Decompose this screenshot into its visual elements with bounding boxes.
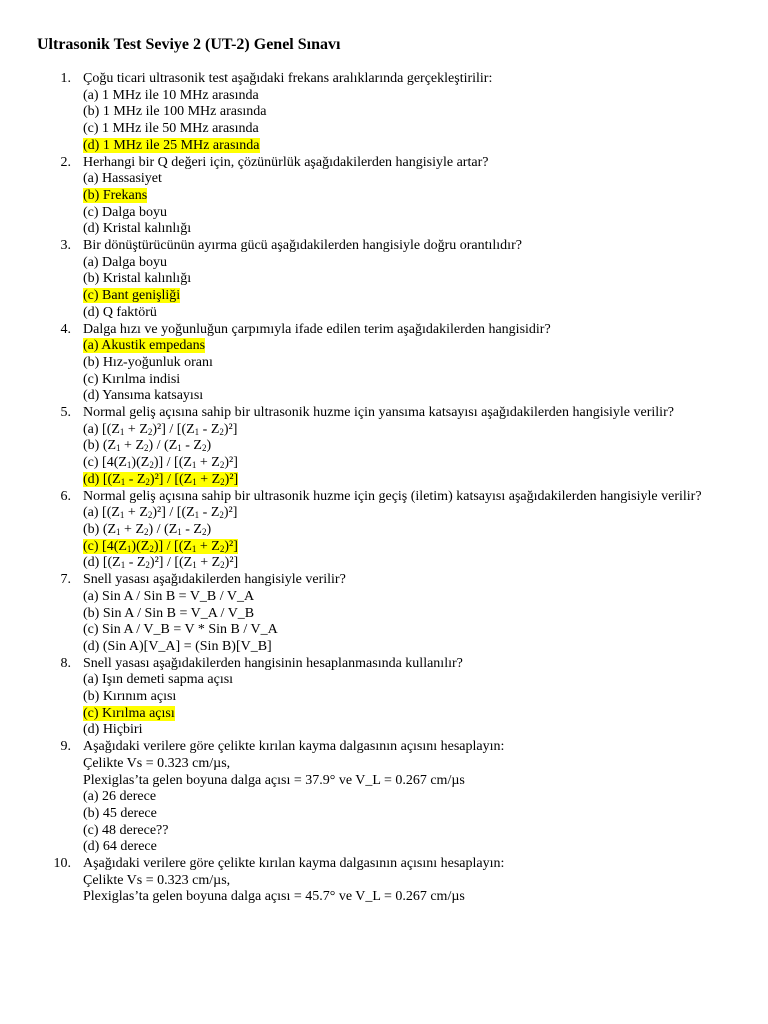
answer-option-label: (c) $[4(Z_1)(Z_2)] / [(Z_1 + Z_2)^2]$ bbox=[83, 455, 238, 471]
answer-option bbox=[83, 288, 753, 305]
answer-option bbox=[83, 104, 753, 121]
answer-option bbox=[83, 839, 753, 856]
answer-option bbox=[83, 338, 753, 355]
question-number: 9. bbox=[60, 739, 71, 755]
subscript: 2 bbox=[219, 510, 224, 521]
question-block bbox=[0, 489, 768, 573]
answer-option bbox=[83, 355, 753, 372]
answer-option bbox=[83, 305, 753, 322]
answer-option-label: (b) Kırınım açısı bbox=[83, 689, 177, 705]
answer-option-label: (d) Hiçbiri bbox=[83, 722, 143, 738]
subscript: 2 bbox=[147, 426, 153, 437]
question-text: Normal geliş açısına sahip bir ultrasonik huzme için yansıma katsayısı aşağıdakilerden hangisiyle verilir? bbox=[83, 405, 674, 421]
subscript: 1 bbox=[119, 426, 125, 437]
question-detail: Plexiglas’ta gelen boyuna dalga açısı = 45.7° ve V_L = 0.267 cm/µs bbox=[83, 889, 465, 905]
answer-option-label: (a) 26 derece bbox=[83, 789, 157, 805]
answer-option bbox=[83, 589, 753, 606]
answer-option-label: (c) 48 derece?? bbox=[83, 822, 169, 838]
answer-option-label: (a) Dalga boyu bbox=[83, 254, 167, 270]
subscript: 1 bbox=[191, 460, 197, 471]
question-number: 2. bbox=[60, 154, 71, 170]
subscript: 2 bbox=[220, 560, 225, 571]
question-text: Çoğu ticari ultrasonik test aşağıdaki frekans aralıklarında gerçekleştirilir: bbox=[83, 71, 493, 86]
question-number: 6. bbox=[60, 488, 71, 504]
question-list bbox=[0, 71, 768, 906]
answer-option-label: (c) Dalga boyu bbox=[83, 204, 167, 220]
question-number: 8. bbox=[60, 655, 71, 671]
answer-option bbox=[83, 138, 753, 155]
question-number: 4. bbox=[60, 321, 71, 337]
answer-option-label: (c) Kırılma indisi bbox=[83, 371, 181, 387]
answer-option-label: (b) Hız-yoğunluk oranı bbox=[83, 354, 213, 370]
subscript: 1 bbox=[177, 443, 182, 454]
answer-option bbox=[83, 789, 753, 806]
answer-option bbox=[83, 188, 753, 205]
subscript: 2 bbox=[147, 510, 153, 521]
subscript: 1 bbox=[194, 510, 200, 521]
answer-option-label-highlighted: (a) Akustik empedans bbox=[83, 338, 206, 354]
subscript: 1 bbox=[119, 510, 125, 521]
question-block bbox=[0, 155, 768, 239]
subscript: 2 bbox=[201, 526, 207, 537]
answer-option-label-highlighted: (c) Kırılma açısı bbox=[83, 705, 175, 721]
question-number: 3. bbox=[60, 238, 71, 254]
answer-option bbox=[83, 388, 753, 405]
answer-option-label-highlighted: (d) 1 MHz ile 25 MHz arasında bbox=[83, 137, 260, 153]
answer-option-label-highlighted: (c) Bant genişliği bbox=[83, 288, 181, 304]
subscript: 2 bbox=[149, 543, 154, 554]
answer-option bbox=[83, 271, 753, 288]
question-text: Snell yasası aşağıdakilerden hangisinin hesaplanmasında kullanılır? bbox=[83, 655, 463, 671]
question-text: Snell yasası aşağıdakilerden hangisiyle verilir? bbox=[83, 572, 346, 588]
subscript: 2 bbox=[219, 426, 224, 437]
subscript: 1 bbox=[192, 560, 197, 571]
answer-option-label: (d) Q faktörü bbox=[83, 304, 157, 320]
answer-option-label: (a) Sin A / Sin B = V_B / V_A bbox=[83, 588, 255, 604]
question-text: Normal geliş açısına sahip bir ultrasonik huzme için geçiş (iletim) katsayısı aşağıdakilerden hangisiyle verilir? bbox=[83, 488, 702, 504]
question-detail: Çelikte Vs = 0.323 cm/µs, bbox=[83, 872, 231, 888]
subscript: 1 bbox=[177, 526, 182, 537]
question-detail: Plexiglas’ta gelen boyuna dalga açısı = 37.9° ve V_L = 0.267 cm/µs bbox=[83, 772, 465, 788]
subscript: 1 bbox=[116, 526, 121, 537]
subscript: 1 bbox=[120, 560, 126, 571]
subscript: 1 bbox=[116, 443, 121, 454]
subscript: 1 bbox=[126, 460, 132, 471]
page-title: Ultrasonik Test Seviye 2 (UT-2) Genel Sınavı bbox=[37, 36, 341, 53]
answer-option bbox=[83, 806, 753, 823]
answer-option-label: (a) 1 MHz ile 10 MHz arasında bbox=[83, 87, 259, 103]
question-number: 5. bbox=[60, 405, 71, 421]
question-number: 10. bbox=[53, 856, 71, 872]
subscript: 2 bbox=[201, 443, 207, 454]
answer-option bbox=[83, 722, 753, 739]
answer-option bbox=[83, 205, 753, 222]
answer-option bbox=[83, 88, 753, 105]
subscript: 1 bbox=[192, 476, 197, 487]
subscript: 2 bbox=[220, 476, 225, 487]
subscript: 1 bbox=[194, 426, 200, 437]
answer-option-label-highlighted: (d) $[(Z_1 - Z_2)^2] / [(Z_1 + Z_2)^2]$ bbox=[83, 471, 239, 487]
answer-option-label: (a) $[(Z_1 + Z_2)^2] / [(Z_1 - Z_2)^2]$ bbox=[83, 421, 238, 437]
answer-option bbox=[83, 121, 753, 138]
answer-option-label: (a) $[(Z_1 + Z_2)^2] / [(Z_1 - Z_2)^2]$ bbox=[83, 505, 238, 521]
subscript: 2 bbox=[144, 443, 149, 454]
answer-option bbox=[83, 672, 753, 689]
answer-option bbox=[83, 422, 753, 439]
subscript: 2 bbox=[149, 460, 154, 471]
subscript: 2 bbox=[145, 560, 150, 571]
subscript: 2 bbox=[144, 526, 149, 537]
question-number: 7. bbox=[60, 572, 71, 588]
answer-option-label: (b) Sin A / Sin B = V_A / V_B bbox=[83, 605, 255, 621]
question-block bbox=[0, 238, 768, 322]
question-number: 1. bbox=[60, 71, 71, 86]
subscript: 1 bbox=[120, 476, 126, 487]
answer-option bbox=[83, 221, 753, 238]
answer-option bbox=[83, 706, 753, 723]
subscript: 2 bbox=[145, 476, 150, 487]
answer-option-label: (b) 45 derece bbox=[83, 805, 157, 821]
question-block bbox=[0, 322, 768, 406]
question-detail: Çelikte Vs = 0.323 cm/µs, bbox=[83, 755, 231, 771]
answer-option-label: (d) Kristal kalınlığı bbox=[83, 221, 192, 237]
answer-option-label: (b) $(Z_1 + Z_2) / (Z_1 - Z_2)$ bbox=[83, 438, 212, 454]
question-block bbox=[0, 856, 768, 906]
question-block bbox=[0, 71, 768, 155]
answer-option bbox=[83, 505, 753, 522]
question-block bbox=[0, 739, 768, 856]
question-block bbox=[0, 656, 768, 740]
answer-option bbox=[83, 689, 753, 706]
answer-option-label: (b) Kristal kalınlığı bbox=[83, 271, 192, 287]
answer-option-label-highlighted: (c) $[4(Z_1)(Z_2)] / [(Z_1 + Z_2)^2]$ bbox=[83, 538, 238, 554]
question-text: Dalga hızı ve yoğunluğun çarpımıyla ifade edilen terim aşağıdakilerden hangisidir? bbox=[83, 321, 551, 337]
answer-option-label: (d) 64 derece bbox=[83, 839, 157, 855]
subscript: 1 bbox=[126, 543, 132, 554]
answer-option bbox=[83, 539, 753, 556]
answer-option bbox=[83, 255, 753, 272]
answer-option bbox=[83, 171, 753, 188]
answer-option bbox=[83, 823, 753, 840]
answer-option bbox=[83, 606, 753, 623]
answer-option bbox=[83, 372, 753, 389]
answer-option-label: (a) Hassasiyet bbox=[83, 171, 162, 187]
answer-option bbox=[83, 522, 753, 539]
subscript: 2 bbox=[219, 460, 225, 471]
answer-option-label: (d) $[(Z_1 - Z_2)^2] / [(Z_1 + Z_2)^2]$ bbox=[83, 555, 239, 571]
answer-option bbox=[83, 639, 753, 656]
answer-option bbox=[83, 472, 753, 489]
answer-option bbox=[83, 455, 753, 472]
question-text: Herhangi bir Q değeri için, çözünürlük aşağıdakilerden hangisiyle artar? bbox=[83, 154, 489, 170]
answer-option-label-highlighted: (b) Frekans bbox=[83, 187, 148, 203]
question-text: Aşağıdaki verilere göre çelikte kırılan kayma dalgasının açısını hesaplayın: bbox=[83, 856, 505, 872]
answer-option-label: (c) Sin A / V_B = V * Sin B / V_A bbox=[83, 622, 278, 638]
answer-option bbox=[83, 438, 753, 455]
question-block bbox=[0, 405, 768, 489]
question-text: Bir dönüştürücünün ayırma gücü aşağıdakilerden hangisiyle doğru orantılıdır? bbox=[83, 238, 522, 254]
answer-option-label: (c) 1 MHz ile 50 MHz arasında bbox=[83, 121, 259, 137]
answer-option-label: (b) $(Z_1 + Z_2) / (Z_1 - Z_2)$ bbox=[83, 521, 212, 537]
answer-option-label: (d) (Sin A)[V_A] = (Sin B)[V_B] bbox=[83, 638, 272, 654]
answer-option bbox=[83, 555, 753, 572]
question-block bbox=[0, 572, 768, 656]
subscript: 1 bbox=[191, 543, 197, 554]
subscript: 2 bbox=[219, 543, 225, 554]
answer-option-label: (b) 1 MHz ile 100 MHz arasında bbox=[83, 104, 267, 120]
question-text: Aşağıdaki verilere göre çelikte kırılan kayma dalgasının açısını hesaplayın: bbox=[83, 739, 505, 755]
answer-option bbox=[83, 622, 753, 639]
answer-option-label: (a) Işın demeti sapma açısı bbox=[83, 672, 234, 688]
answer-option-label: (d) Yansıma katsayısı bbox=[83, 388, 204, 404]
